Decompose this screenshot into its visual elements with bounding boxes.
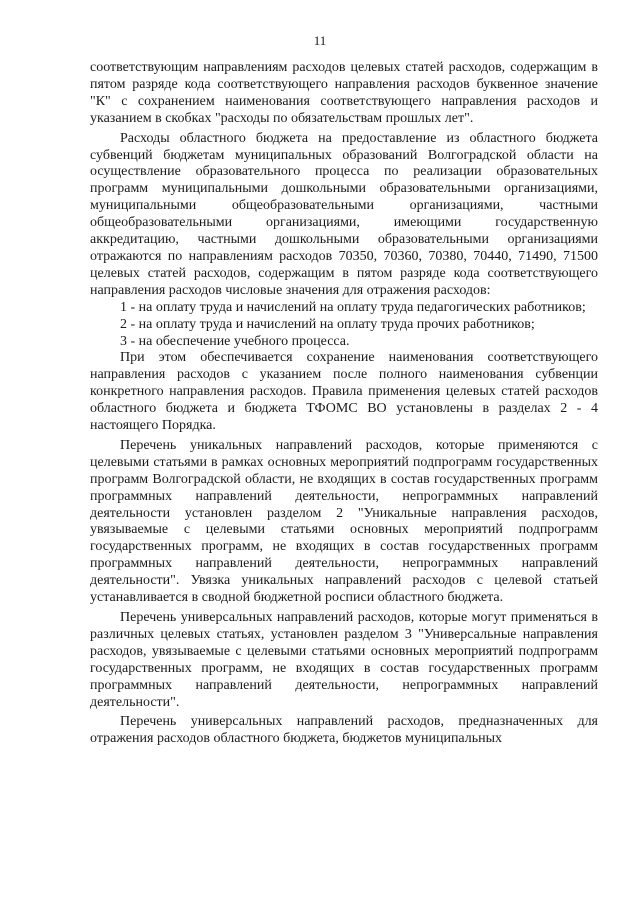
paragraph-continuation: соответствующим направлениям расходов целевых статей расходов, содержащим в пятом разряде кода соответствующего направления расходов буквенное значение "К" с сохранением наименования соответствующего направления расходов и указанием в скобках "расходы по обязательствам прошлых лет".	[90, 60, 598, 126]
paragraph-unique-directions: Перечень уникальных направлений расходов, которые применяются с целевыми статьями в рамках основных мероприятий подпрограмм государственных программ Волгоградской области, не входящих в состав государственных программ программных направлений деятельности, непрограммных направлений деятельности установлен разделом 2 "Уникальные направления расходов, увязываемые с целевыми статьями основных мероприятий подпрограмм государственных программ, не входящих в состав государственных программ программных направлений деятельности, непрограммных направлений деятельности". Увязка уникальных направлений расходов с целевой статьей устанавливается в сводной бюджетной росписи областного бюджета.	[90, 437, 598, 606]
paragraph-universal-directions: Перечень универсальных направлений расходов, которые могут применяться в различных целевых статьях, установлен разделом 3 "Универсальные направления расходов, увязываемые с целевыми статьями основных мероприятий подпрограмм государственных программ, не входящих в состав государственных программ программных направлений деятельности, непрограммных направлений деятельности".	[90, 610, 598, 710]
page-number: 11	[313, 33, 327, 48]
paragraph-universal-municipal: Перечень универсальных направлений расходов, предназначенных для отражения расходов областного бюджета, бюджетов муниципальных	[90, 714, 598, 747]
list-item-1: 1 - на оплату труда и начислений на оплату труда педагогических работников;	[120, 299, 586, 315]
list-item-3: 3 - на обеспечение учебного процесса.	[120, 333, 350, 349]
list-item-2: 2 - на оплату труда и начислений на оплату труда прочих работников;	[120, 316, 535, 332]
paragraph-subventions: Расходы областного бюджета на предоставление из областного бюджета субвенций бюджетам муниципальных образований Волгоградской области на осуществление образовательного процесса по реализации образовательных программ муниципальными дошкольными образовательными организациями, муниципальными общеобразовательными организациями, частными общеобразовательными организациями, имеющими государственную аккредитацию, частными дошкольными образовательными организациями отражаются по направлениям расходов 70350, 70360, 70380, 70440, 71490, 71500 целевых статей расходов, содержащим в пятом разряде кода соответствующего направления расходов числовые значения для отражения расходов:	[90, 130, 598, 298]
paragraph-naming-rules: При этом обеспечивается сохранение наименования соответствующего направления расходов с указанием после полного наименования субвенции конкретного направления расходов. Правила применения целевых статей расходов областного бюджета и бюджета ТФОМС ВО установлены в разделах 2 - 4 настоящего Порядка.	[90, 350, 598, 434]
document-body	[90, 60, 598, 748]
